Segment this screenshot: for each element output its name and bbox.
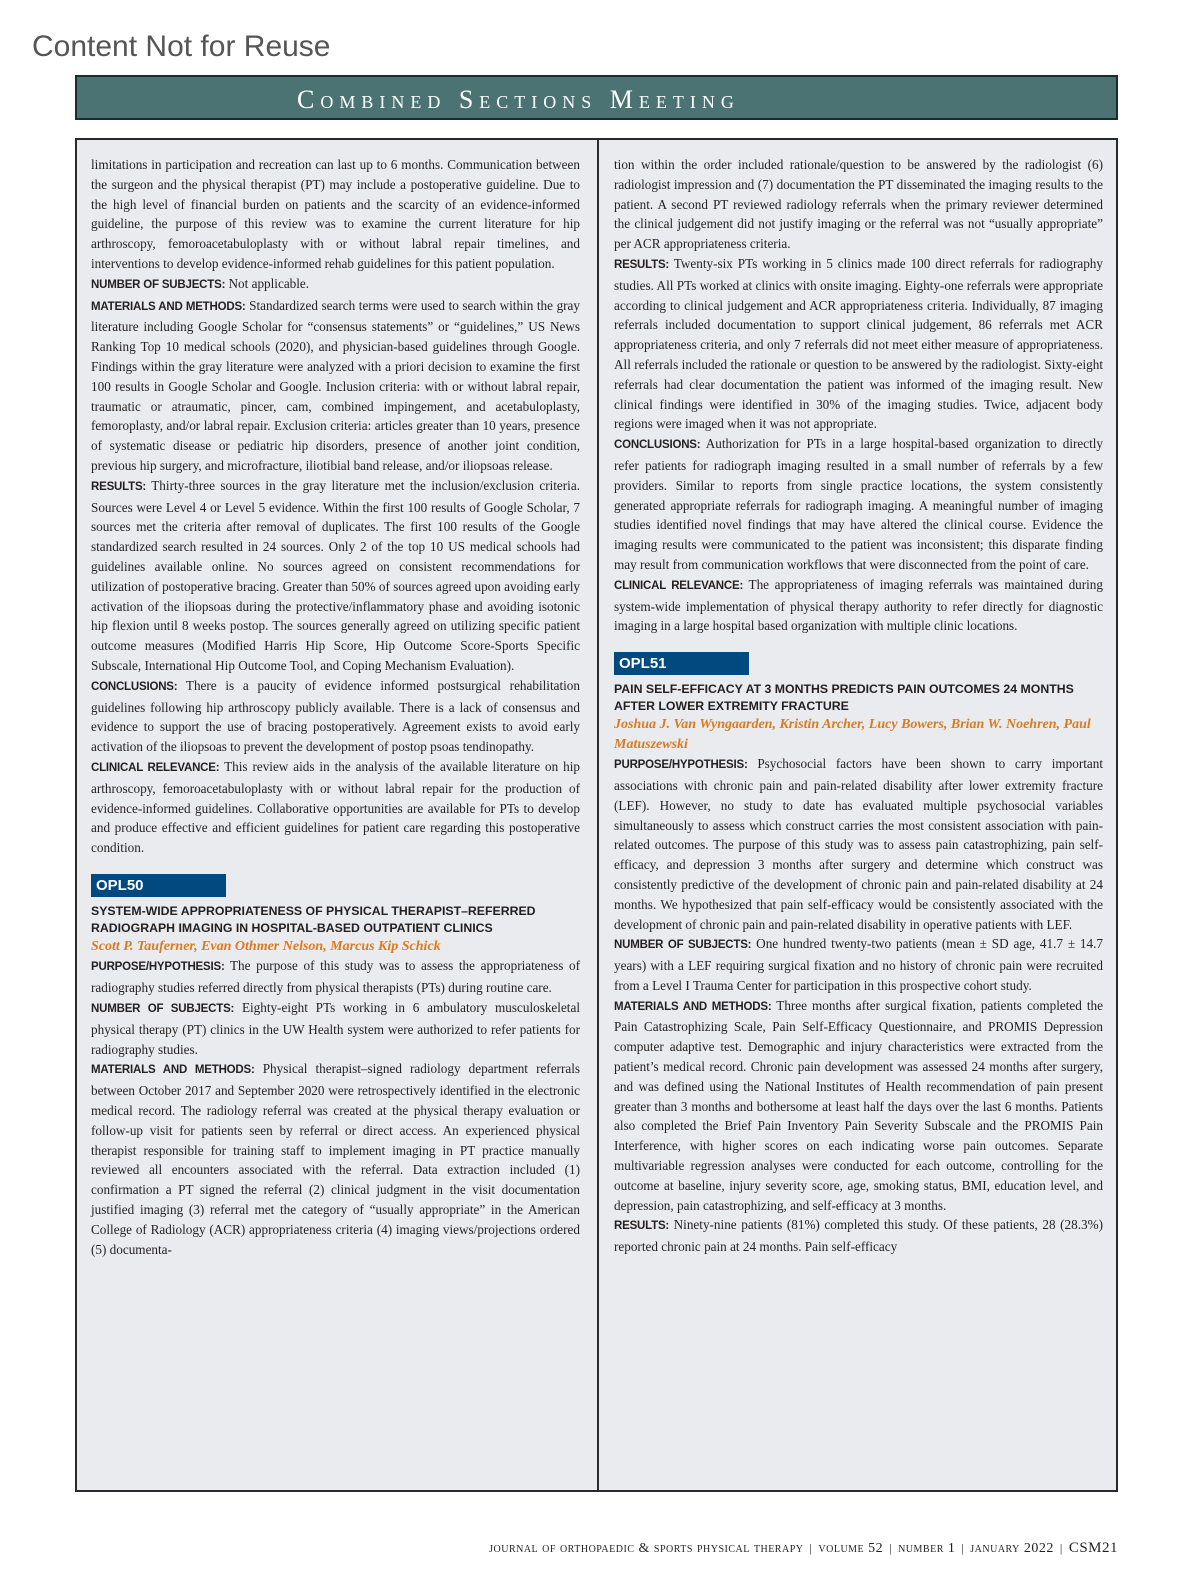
- section-label: CLINICAL RELEVANCE:: [91, 761, 220, 774]
- methods-paragraph: [91, 1059, 580, 1259]
- section-text: Psychosocial factors have been shown to carry important associations with chronic pain and pain-related disability after lower extremity fracture (LEF). However, no study to date has evaluated multiple psychosocial variables simultaneously to assess which construct carries the most consistent association with pain-related outcomes. The purpose of this study was to assess pain catastrophizing, pain self-efficacy, and depression 3 months after surgery and determine which construct was consistently predictive of the development of chronic pain and pain-related disability at 24 months. We hypothesized that pain self-efficacy would be consistently associated with the development of chronic pain and pain-related disability in operative patients with LEF.: [614, 756, 1103, 932]
- abstract-title: PAIN SELF-EFFICACY AT 3 MONTHS PREDICTS PAIN OUTCOMES 24 MONTHS AFTER LOWER EXTREMITY FRACTURE: [614, 682, 1074, 714]
- section-label: NUMBER OF SUBJECTS:: [614, 939, 752, 952]
- section-text: This review aids in the analysis of the available literature on hip arthroscopy, femoroacetabuloplasty with or without labral repair for the production of evidence-informed guidelines. Collaborative opportunities are available for PTs to develop and produce effective and efficient guidelines for patient care regarding this postoperative condition.: [91, 758, 580, 856]
- section-text: Standardized search terms were used to search within the gray literature including Google Scholar for “consensus statements” or “guidelines,” US News Ranking Top 10 medical schools (2020), and physician-based guidelines through Google. Findings within the gray literature were analyzed with a priori decision to examine the first 100 results in Google Scholar and Google. Inclusion criteria: with or without labral repair, traumatic or atraumatic, pincer, cam, combined impingement, and acetabuloplasty, femoroplasty, and/or labral repair. Exclusion criteria: articles greater than 10 years, presence of systematic disease or pediatric hip disorders, presence of another joint condition, previous hip surgery, and microfracture, iliotibial band release, and/or iliopsoas release.: [91, 297, 580, 473]
- relevance-paragraph: [614, 575, 1103, 636]
- section-label: PURPOSE/HYPOTHESIS:: [91, 961, 225, 974]
- section-text: One hundred twenty-two patients (mean ± SD age, 41.7 ± 14.7 years) with a LEF requiring surgical fixation and no history of chronic pain were recruited from a Level I Trauma Center for participation in this prospective cohort study.: [614, 936, 1103, 993]
- abstract-id-badge: OPL51: [614, 652, 749, 675]
- section-text: There is a paucity of evidence informed postsurgical rehabilitation guidelines following hip arthroscopy publicly available. There is a lack of consensus and evidence to support the use of bracing postoperatively. Agreement exists to avoid early activation of the iliopsoas to prevent the development of postop psoas tendinopathy.: [91, 677, 580, 755]
- purpose-paragraph: [614, 754, 1103, 934]
- section-text: The purpose of this study was to assess the appropriateness of radiography studies referred directly from physical therapists (PTs) during routine care.: [91, 958, 580, 996]
- paragraph: limitations in participation and recreation can last up to 6 months. Communication between the surgeon and the physical therapist (PT) may include a postoperative guideline. Due to the high level of financial burden on patients and the scarcity of an evidence-informed guideline, the purpose of this review was to examine the current literature for hip arthroscopy, femoroacetabuloplasty with or without labral repair timelines, and interventions to develop evidence-informed rehab guidelines for this patient population.: [91, 157, 580, 271]
- journal-number: number 1: [898, 1541, 956, 1556]
- left-column: [91, 155, 580, 1259]
- page-footer: journal of orthopaedic & sports physical therapy | volume 52 | number 1 | january 2022 | CSM21: [489, 1540, 1118, 1556]
- section-label: MATERIALS AND METHODS:: [91, 1064, 255, 1077]
- journal-date: january 2022: [970, 1541, 1054, 1556]
- results-paragraph: [614, 254, 1103, 434]
- conclusions-paragraph: [614, 434, 1103, 575]
- column-divider: [597, 140, 599, 1490]
- section-text: Physical therapist–signed radiology department referrals between October 2017 and September 2020 were retrospectively identified in the electronic medical record. The radiology referral was created at the physical therapy evaluation or follow-up visit for patients seen by referral or direct access. An experienced physical therapist responsible for training staff to implement imaging in PT practice manually reviewed all encounters associated with the referral. Data extraction included (1) confirmation a PT signed the referral (2) clinical judgment in the visit documentation justified imaging (3) referral met the category of “usually appropriate” in the American College of Radiology (ACR) appropriateness criteria (4) imaging views/projections ordered (5) documenta-: [91, 1061, 580, 1257]
- section-text: The appropriateness of imaging referrals was maintained during system-wide implementation of physical therapy authority to refer directly for diagnostic imaging in a large hospital based organization with multiple clinic locations.: [614, 576, 1103, 634]
- journal-volume: volume 52: [818, 1541, 884, 1556]
- watermark: Content Not for Reuse: [32, 30, 331, 63]
- section-label: MATERIALS AND METHODS:: [614, 1000, 772, 1013]
- results-paragraph: [91, 476, 580, 676]
- section-label: CLINICAL RELEVANCE:: [614, 579, 744, 592]
- methods-paragraph: [91, 296, 580, 476]
- section-text: Authorization for PTs in a large hospital-based organization to directly refer patients for radiograph imaging resulted in a small number of referrals by a few providers. Similar to reports from single practice locations, the system consistently generated appropriate referrals for radiograph imaging. A meaningful number of imaging studies identified novel findings that may have altered the clinical course. Evidence the imaging results were communicated to the patient was inconsistent; this disparate finding may result from communication workflows that were disconnected from the point of care.: [614, 436, 1103, 572]
- section-label: NUMBER OF SUBJECTS:: [91, 278, 226, 291]
- banner-title: Combined Sections Meeting: [297, 85, 740, 114]
- right-column: [614, 155, 1103, 1257]
- section-label: RESULTS:: [614, 1220, 670, 1233]
- section-text: Not applicable.: [225, 275, 310, 291]
- section-label: RESULTS:: [91, 480, 147, 493]
- section-text: Twenty-six PTs working in 5 clinics made 100 direct referrals for radiography studies. All PTs worked at clinics with onsite imaging. Eighty-one referrals were appropriate according to clinical judgement and ACR appropriateness criteria. Individually, 87 imaging referrals included documentation to support clinical judgement, 86 referrals met ACR appropriateness criteria, and only 7 referrals did not meet either measure of appropriateness. All referrals included the rationale or question to be answered by the radiologist. Sixty-eight referrals had clear documentation the patient was informed of the imaging result. New clinical findings were identified in 30% of the imaging studies. Twice, adjacent body regions were imaged when it was not appropriate.: [614, 255, 1103, 432]
- abstract-authors: Scott P. Tauferner, Evan Othmer Nelson, Marcus Kip Schick: [91, 938, 441, 954]
- section-label: RESULTS:: [614, 258, 670, 271]
- section-text: Three months after surgical fixation, patients completed the Pain Catastrophizing Scale, Pain Self-Efficacy Questionnaire, and PROMIS Depression computer adaptive test. Demographic and injury characteristics were extracted from the patient’s medical record. Chronic pain development was assessed 24 months after surgery, and was defined using the National Institutes of Health recommendation of pain present greater than 3 months and bothersome at least half the days over the last 6 months. Patients also completed the Brief Pain Inventory Pain Severity Subscale and the PROMIS Pain Interference, with higher scores on each indicating worse pain outcomes. Separate multivariable regression analyses were conducted for each outcome, controlling for the outcome at baseline, injury severity score, age, smoking status, BMI, education level, and depression, pain catastrophizing, and self-efficacy at 3 months.: [614, 997, 1103, 1213]
- relevance-paragraph: [91, 757, 580, 858]
- section-label: CONCLUSIONS:: [614, 439, 701, 452]
- abstract-authors: Joshua J. Van Wyngaarden, Kristin Archer, Lucy Bowers, Brian W. Noehren, Paul Matuszewski: [614, 717, 1091, 752]
- section-label: NUMBER OF SUBJECTS:: [91, 1002, 235, 1015]
- purpose-paragraph: [91, 956, 580, 998]
- page-number: CSM21: [1068, 1540, 1118, 1556]
- section-banner: [75, 75, 1118, 120]
- paragraph: tion within the order included rationale/question to be answered by the radiologist (6) radiologist impression and (7) documentation the PT disseminated the imaging results to the patient. A second PT reviewed radiology referrals when the primary reviewer determined the clinical judgement did not justify imaging or the referral was not “usually appropriate” per ACR appropriateness criteria.: [614, 157, 1103, 252]
- journal-name: journal of orthopaedic & sports physical therapy: [489, 1541, 804, 1556]
- section-label: PURPOSE/HYPOTHESIS:: [614, 759, 748, 772]
- abstract-title: SYSTEM-WIDE APPROPRIATENESS OF PHYSICAL THERAPIST–REFERRED RADIOGRAPH IMAGING IN HOSPITAL-BASED OUTPATIENT CLINICS: [91, 903, 536, 935]
- section-text: Eighty-eight PTs working in 6 ambulatory musculoskeletal physical therapy (PT) clinics in the UW Health system were authorized to refer patients for radiography studies.: [91, 999, 580, 1057]
- subjects-paragraph: [91, 274, 580, 296]
- section-label: MATERIALS AND METHODS:: [91, 300, 246, 313]
- conclusions-paragraph: [91, 676, 580, 757]
- section-text: Thirty-three sources in the gray literature met the inclusion/exclusion criteria. Sources were Level 4 or Level 5 evidence. Within the first 100 results of Google Scholar, 7 sources met the criteria after removal of duplicates. The first 100 results of the Google standardized search resulted in 24 sources. Only 2 of the top 10 US medical schools had guidelines available online. No sources agreed on consistent recommendations for utilization of postoperative bracing. Greater than 50% of sources agreed upon avoiding early activation of the iliopsoas during the protective/inflammatory phase and avoiding isotonic hip flexion until 8 weeks postop. The sources generally agreed on utilizing specific patient outcome measures (Modified Harris Hip Score, Hip Outcome Score-Sports Specific Subscale, International Hip Outcome Tool, and Coping Mechanism Evaluation).: [91, 477, 580, 673]
- section-label: CONCLUSIONS:: [91, 680, 178, 693]
- methods-paragraph: [614, 996, 1103, 1216]
- subjects-paragraph: [91, 998, 580, 1059]
- section-text: Ninety-nine patients (81%) completed this study. Of these patients, 28 (28.3%) reported chronic pain at 24 months. Pain self-efficacy: [614, 1217, 1103, 1255]
- results-paragraph: [614, 1215, 1103, 1257]
- abstract-id-badge: OPL50: [91, 874, 226, 897]
- subjects-paragraph: [614, 934, 1103, 995]
